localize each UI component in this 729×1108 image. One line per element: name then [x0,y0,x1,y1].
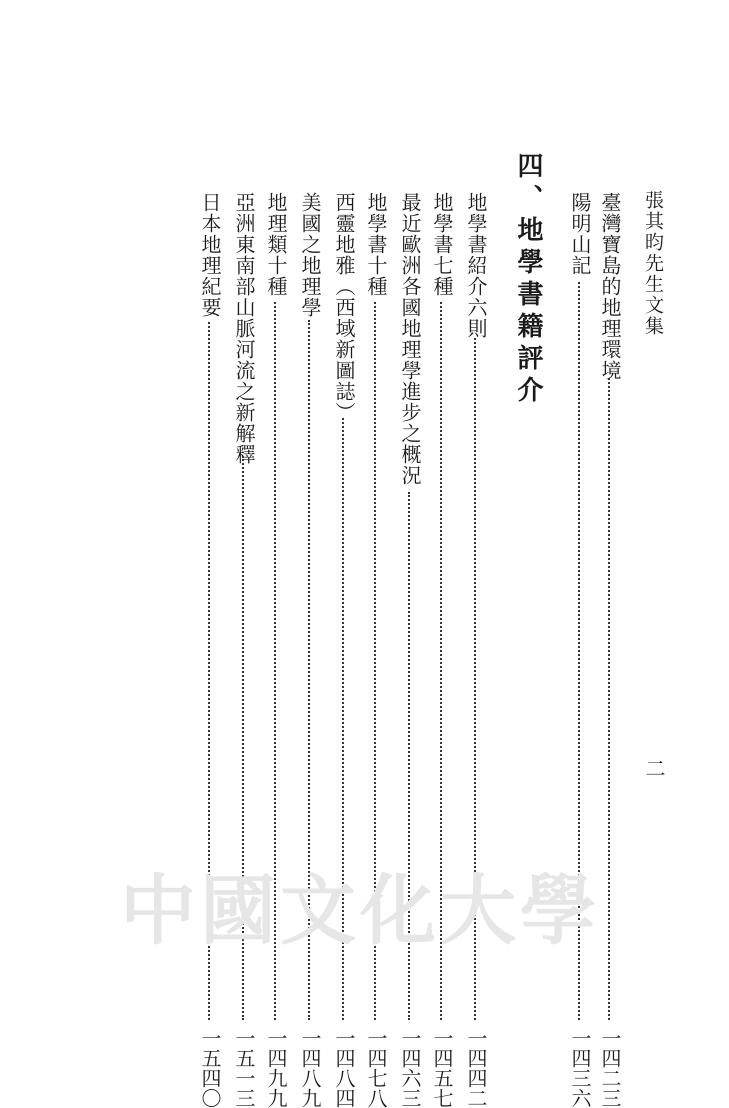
toc-entry-page: 一五四〇 [198,1028,222,1108]
toc-entry-title: 地學書紹介六則 [464,192,488,339]
toc-entry-title: 最近歐洲各國地理學進步之概況 [398,192,422,486]
running-head: 張其昀先生文集 [642,190,664,337]
toc-entry-title: 地理類十種 [264,192,288,297]
toc-entry-page: 一四三六 [568,1028,592,1108]
toc-entry-page: 一四二三 [598,1028,622,1108]
toc-entry-title: 地學書十種 [364,192,388,297]
toc-entry-title: 亞洲東南部山脈河流之新解釋 [232,192,256,465]
toc-entry-title: 美國之地理學 [298,192,322,318]
toc-entry-title: 陽明山記 [568,192,592,276]
watermark: 中國文化大學 [120,866,600,955]
toc-entry-title: 日本地理紀要 [198,192,222,318]
toc-entry-page: 一五一三 [232,1028,256,1108]
toc-entry-page: 一四五七 [430,1028,454,1108]
toc-entry-page: 一四六三 [398,1028,422,1108]
toc-entry-title: 地學書七種 [430,192,454,297]
section-heading: 四、地學書籍評介 [513,152,543,408]
page-number: 二 [642,758,666,778]
toc-entry-page: 一四四二 [464,1028,488,1108]
toc-entry-page: 一四八四 [332,1028,356,1108]
toc-entry-page: 一四七八 [364,1028,388,1108]
toc-entry-title: 臺灣寶島的地理環境 [598,192,622,381]
toc-entry-title: 西靈地雅（西域新圖誌） [332,192,356,423]
toc-entry-page: 一四八九 [298,1028,322,1108]
dot-leader [608,378,610,1020]
toc-entry-page: 一四九九 [264,1028,288,1108]
